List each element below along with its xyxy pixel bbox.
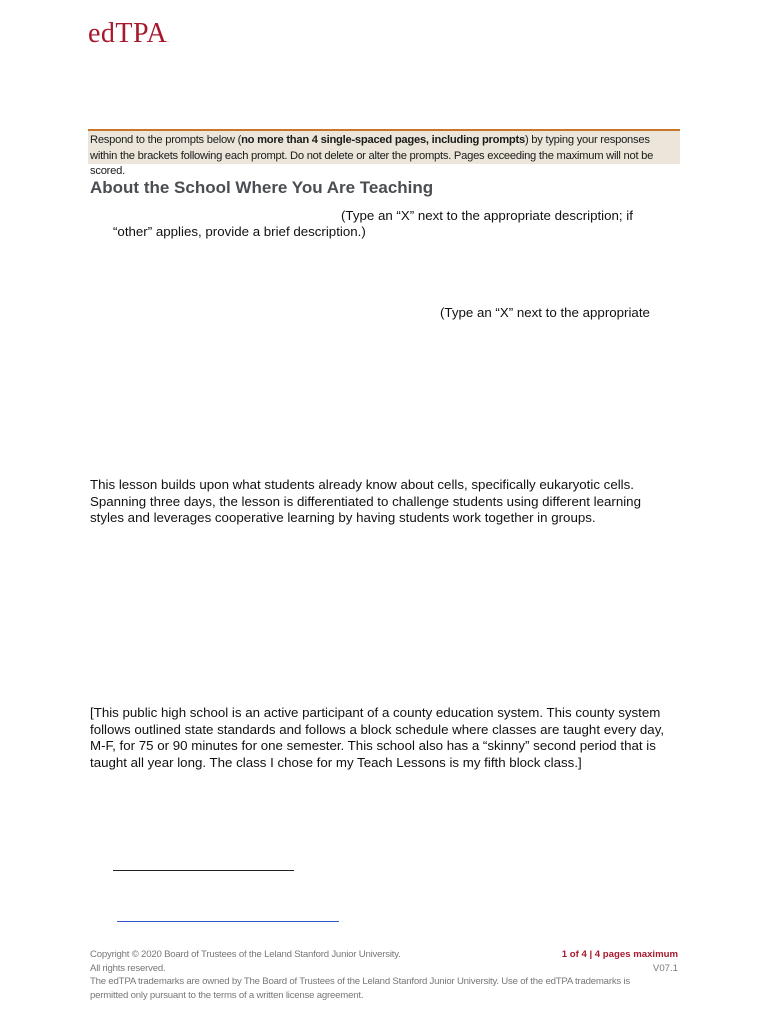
footnote-separator — [113, 870, 294, 871]
response-school: [This public high school is an active participant of a county education system. This county system follows outlined state standards and follows a block schedule where classes are taught every day, M-F, for 75 or 90 minutes for one semester. This school also has a “skinny” second period that is taught all year long. The class I chose for my Teach Lessons is my fifth block class.] — [90, 705, 665, 770]
copyright-line: Copyright © 2020 Board of Trustees of the Leland Stanford Junior University. — [90, 949, 401, 960]
prompt-1-line-1: (Type an “X” next to the appropriate description; if — [341, 208, 633, 223]
trademark-line: The edTPA trademarks are owned by The Board of Trustees of the Leland Stanford Junior University. Use of the edTPA trademarks is permitted only pursuant to the terms of a written license agreement. — [90, 976, 631, 1001]
prompt-1-line-2: “other” applies, provide a brief description.) — [113, 224, 366, 239]
edtpa-logo: edTPA. — [88, 18, 170, 49]
response-lesson: This lesson builds upon what students already know about cells, specifically eukaryotic cells. Spanning three days, the lesson is differentiated to challenge students using different learning styles and leverages cooperative learning by having students work together in groups. — [90, 477, 641, 525]
footer-page-info — [562, 948, 678, 975]
notice-text-start: Respond to the prompts below ( — [90, 134, 242, 146]
notice-text-end: ) by typing your responses within the brackets following each prompt. Do not delete or alter the prompts. Pages exceeding the maximum will not be scored. — [90, 134, 654, 177]
hyperlink-underline — [117, 921, 339, 922]
instructions-notice — [88, 129, 680, 177]
prompt-2-text: (Type an “X” next to the appropriate — [440, 305, 650, 320]
section-heading: About the School Where You Are Teaching — [90, 178, 434, 197]
version-label: V07.1 — [652, 962, 678, 974]
page-count: 1 of 4 | 4 pages maximum — [561, 949, 678, 960]
notice-text-bold: no more than 4 single-spaced pages, including prompts — [241, 134, 525, 146]
logo-text: edTPA — [88, 18, 168, 49]
rights-line: All rights reserved. — [90, 962, 166, 974]
